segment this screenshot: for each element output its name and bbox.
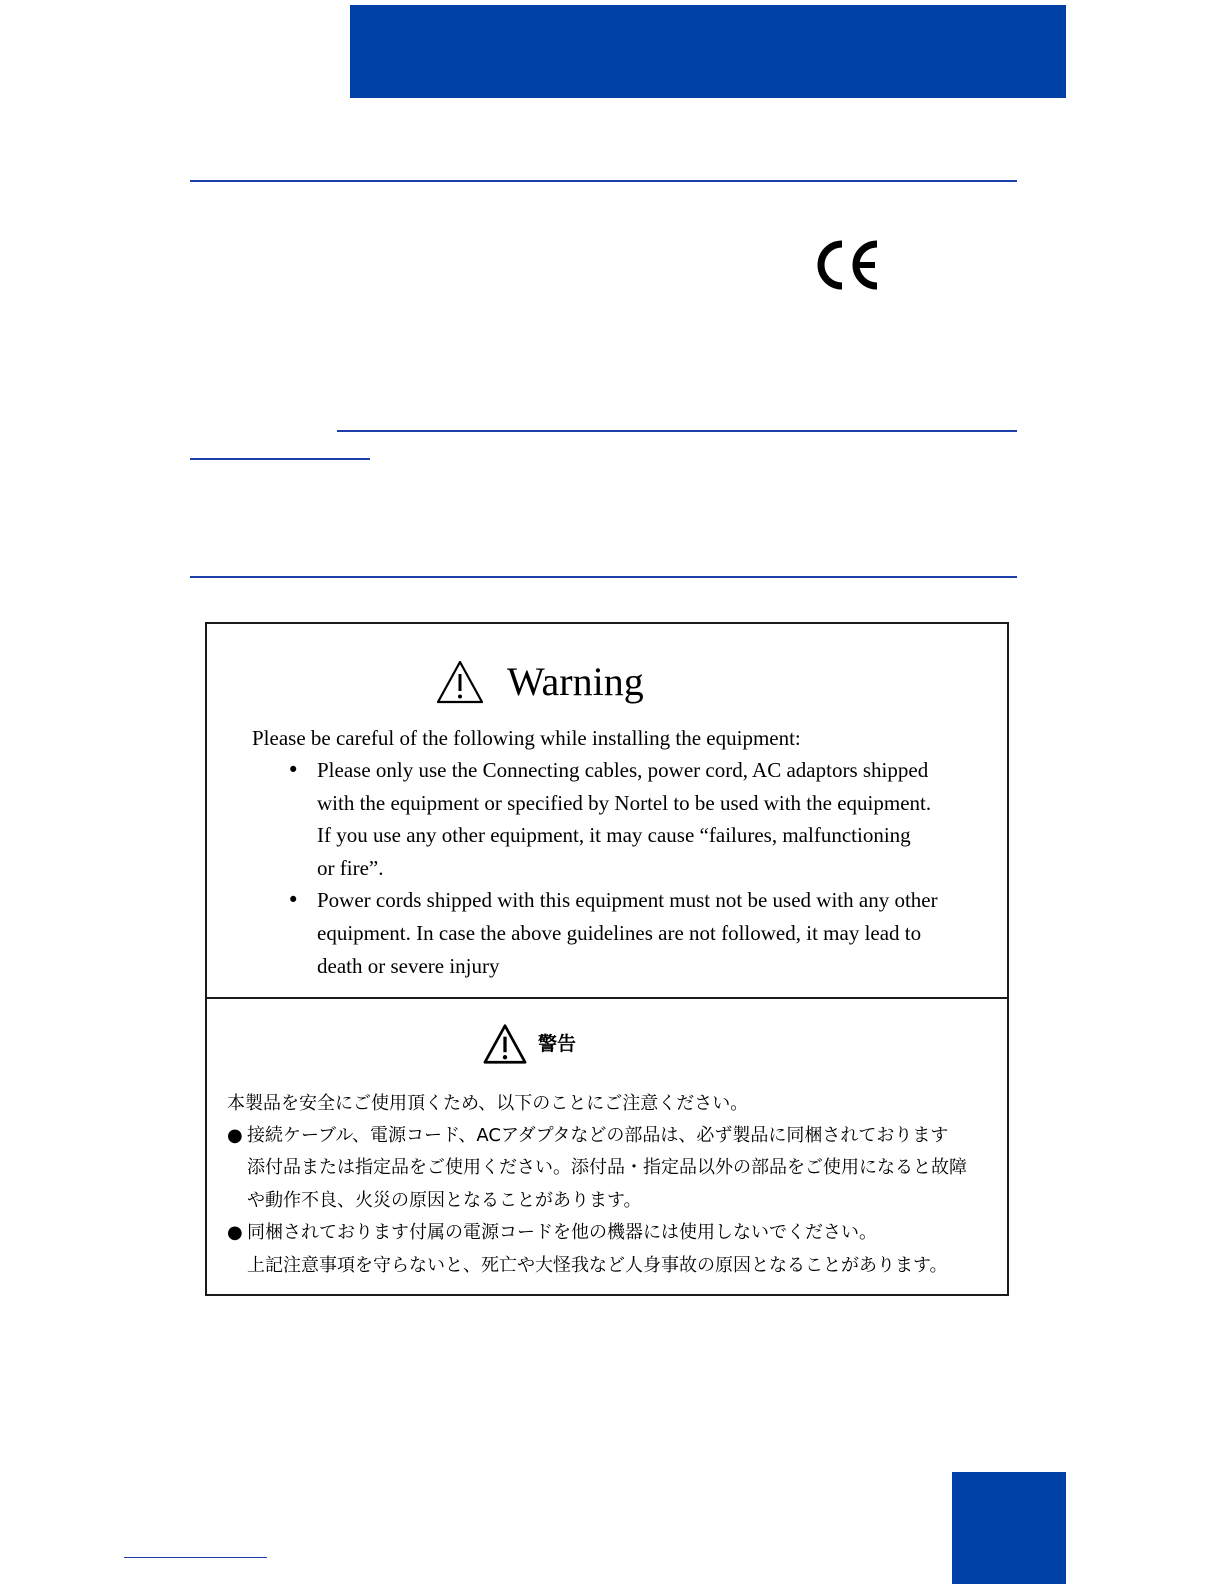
warning-title-ja: 警告 xyxy=(538,1033,577,1055)
bullet-line: 同梱されております付属の電源コードを他の機器には使用しないでください。 xyxy=(247,1222,877,1244)
footer-rule xyxy=(124,1557,267,1558)
list-item xyxy=(227,1217,997,1282)
section-rule-top xyxy=(190,180,1017,182)
section-rule-middle xyxy=(190,576,1017,578)
list-item xyxy=(227,1120,997,1217)
warning-japanese-panel xyxy=(207,999,1007,1294)
bullet-line: equipment. In case the above guidelines are not followed, it may lead to xyxy=(317,920,922,945)
warning-title: Warning xyxy=(507,659,644,704)
bullet-line: with the equipment or specified by Nortel to be used with the equipment. xyxy=(317,790,932,815)
bullet-line: 添付品または指定品をご使用ください。添付品・指定品以外の部品をご使用になると故障 xyxy=(247,1157,967,1179)
bullet: • xyxy=(287,758,300,782)
header-band xyxy=(350,5,1066,98)
warning-title-row-ja xyxy=(482,1021,576,1067)
bullet-line: や動作不良、火災の原因となることがあります。 xyxy=(247,1189,642,1211)
bullet-line: Please only use the Connecting cables, power cord, AC adaptors shipped xyxy=(317,758,929,782)
bullet-line: Power cords shipped with this equipment must not be used with any other xyxy=(317,888,938,913)
bullet-line: 接続ケーブル、電源コード、ACアダプタなどの部品は、必ず製品に同梱されております xyxy=(247,1125,949,1146)
list-item xyxy=(287,754,977,884)
link-underline-continued[interactable] xyxy=(190,458,370,460)
ce-mark-icon xyxy=(815,240,883,290)
list-item xyxy=(287,884,977,982)
warning-box xyxy=(205,622,1009,1296)
warning-triangle-icon xyxy=(435,659,485,705)
bullet-line: death or severe injury xyxy=(317,953,500,978)
bullet-line: or fire”. xyxy=(317,855,384,880)
warning-intro: Please be careful of the following while installing the equipment: xyxy=(252,726,801,750)
page-tab xyxy=(952,1472,1066,1584)
bullet: • xyxy=(287,888,300,913)
bullet-line: If you use any other equipment, it may cause “failures, malfunctioning xyxy=(317,823,911,848)
warning-list xyxy=(287,754,977,982)
bullet-line: 上記注意事項を守らないと、死亡や大怪我など人身事故の原因となることがあります。 xyxy=(247,1254,948,1276)
link-underline[interactable] xyxy=(337,430,1017,432)
warning-intro-ja: 本製品を安全にご使用頂くため、以下のことにご注意ください。 xyxy=(227,1093,749,1114)
bullet: ● xyxy=(227,1222,243,1244)
warning-english-panel xyxy=(207,624,1007,998)
bullet: ● xyxy=(227,1125,243,1146)
warning-title-row xyxy=(435,658,644,706)
warning-triangle-icon xyxy=(482,1023,528,1065)
warning-list-ja xyxy=(227,1120,997,1282)
